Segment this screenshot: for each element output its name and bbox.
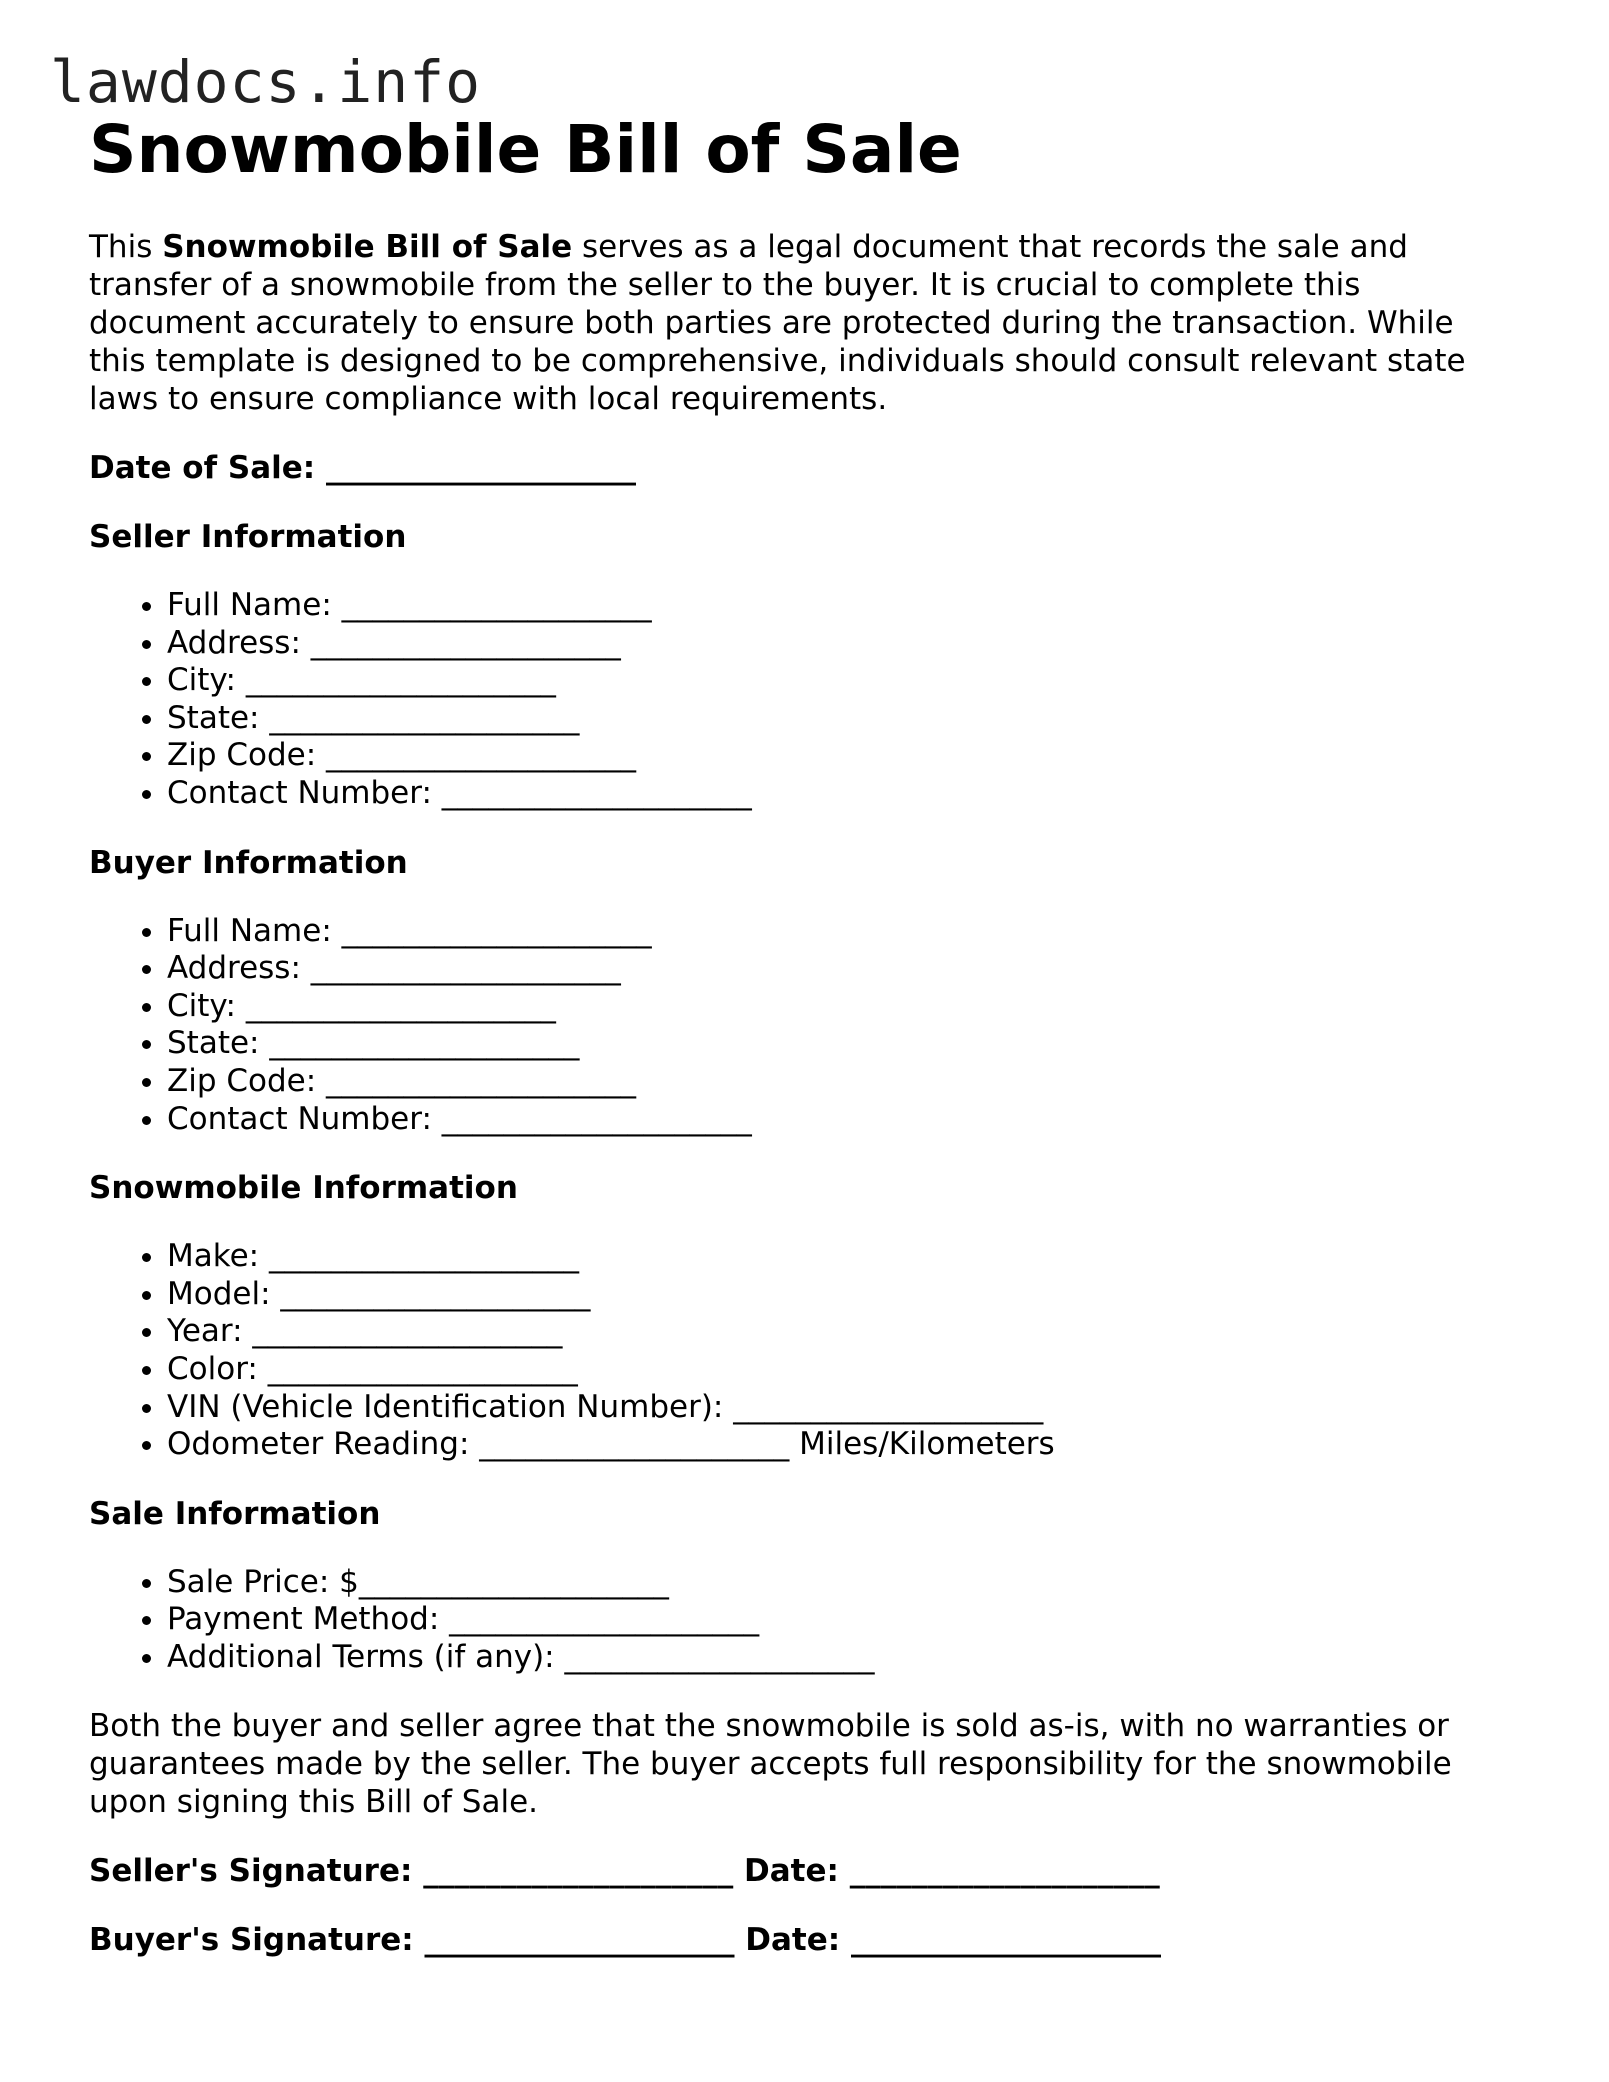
fill-blank[interactable]: ____________________ bbox=[268, 1238, 579, 1275]
list-item bbox=[167, 913, 1509, 951]
field-label: Full Name: bbox=[167, 912, 332, 949]
fill-blank[interactable]: ____________________ bbox=[245, 987, 556, 1024]
field-label: Make: bbox=[167, 1238, 260, 1275]
buyer-date-label: Date: bbox=[745, 1922, 841, 1959]
fill-blank[interactable]: ____________________ bbox=[326, 1062, 637, 1099]
list-item bbox=[167, 1564, 1509, 1602]
list-item bbox=[167, 1426, 1509, 1464]
fill-blank[interactable]: ____________________ bbox=[441, 774, 752, 811]
list-item bbox=[167, 737, 1509, 775]
fill-blank[interactable]: ____________________ bbox=[280, 1275, 591, 1312]
list-item bbox=[167, 700, 1509, 738]
list-item bbox=[167, 1639, 1509, 1677]
field-label: Color: bbox=[167, 1350, 258, 1387]
list-item bbox=[167, 1025, 1509, 1063]
odometer-unit: Miles/Kilometers bbox=[799, 1426, 1055, 1463]
fill-blank[interactable]: ____________________ bbox=[358, 1563, 669, 1600]
intro-prefix: This bbox=[89, 229, 163, 265]
fill-blank[interactable]: ____________________ bbox=[449, 1601, 760, 1638]
list-item bbox=[167, 1101, 1509, 1139]
field-label: Odometer Reading: bbox=[167, 1426, 470, 1463]
list-item bbox=[167, 1389, 1509, 1427]
seller-date-label: Date: bbox=[743, 1853, 839, 1890]
list-item bbox=[167, 950, 1509, 988]
buyer-signature-line bbox=[89, 1921, 1509, 1959]
buyer-signature-blank[interactable]: ____________________ bbox=[424, 1922, 735, 1959]
field-label: Zip Code: bbox=[167, 737, 317, 774]
field-label: City: bbox=[167, 987, 236, 1024]
fill-blank[interactable]: ____________________ bbox=[252, 1313, 563, 1350]
snowmobile-fields-list bbox=[89, 1238, 1509, 1464]
field-label: Contact Number: bbox=[167, 1100, 432, 1137]
fill-blank[interactable]: ____________________ bbox=[245, 662, 556, 699]
fill-blank[interactable]: ____________________ bbox=[341, 912, 652, 949]
intro-suffix: serves as a legal document that records the sale and transfer of a snowmobile from the seller to the buyer. It is crucial to complete this document accurately to ensure both parties are protected during the transaction. While this template is designed to be comprehensive, individuals should consult relevant state laws to ensure compliance with local requirements. bbox=[89, 229, 1466, 417]
date-of-sale-line bbox=[89, 449, 1509, 487]
fill-blank[interactable]: ____________________ bbox=[441, 1100, 752, 1137]
field-label: Full Name: bbox=[167, 587, 332, 623]
list-item bbox=[167, 1063, 1509, 1101]
sale-heading: Sale Information bbox=[89, 1495, 381, 1532]
list-item bbox=[167, 625, 1509, 663]
fill-blank[interactable]: ____________________ bbox=[326, 737, 637, 774]
fill-blank[interactable]: ____________________ bbox=[269, 1025, 580, 1062]
list-item bbox=[167, 1276, 1509, 1314]
fill-blank[interactable]: ____________________ bbox=[341, 587, 652, 623]
list-item bbox=[167, 775, 1509, 813]
page-title: Snowmobile Bill of Sale bbox=[89, 111, 962, 188]
fill-blank[interactable]: ____________________ bbox=[310, 624, 621, 661]
fill-blank[interactable]: ____________________ bbox=[267, 1350, 578, 1387]
fill-blank[interactable]: ____________________ bbox=[479, 1426, 790, 1463]
intro-paragraph bbox=[89, 228, 1509, 418]
snowmobile-heading: Snowmobile Information bbox=[89, 1170, 518, 1207]
field-label: State: bbox=[167, 1025, 260, 1062]
closing-paragraph: Both the buyer and seller agree that the snowmobile is sold as-is, with no warranties or guarantees made by the seller. The buyer accepts full responsibility for the snowmobile upon signing this Bill of Sale. bbox=[89, 1708, 1452, 1821]
list-item bbox=[167, 1601, 1509, 1639]
list-item bbox=[167, 1351, 1509, 1389]
fill-blank[interactable]: ____________________ bbox=[733, 1388, 1044, 1425]
field-label: City: bbox=[167, 662, 236, 699]
intro-bold-title: Snowmobile Bill of Sale bbox=[162, 229, 573, 265]
fill-blank[interactable]: ____________________ bbox=[269, 699, 580, 736]
seller-fields-list bbox=[89, 587, 1509, 813]
seller-signature-line bbox=[89, 1852, 1509, 1890]
fill-blank[interactable]: ____________________ bbox=[310, 950, 621, 987]
buyer-date-blank[interactable]: ____________________ bbox=[850, 1922, 1161, 1959]
seller-signature-label: Seller's Signature: bbox=[89, 1853, 413, 1890]
seller-heading: Seller Information bbox=[89, 519, 407, 555]
list-item bbox=[167, 1313, 1509, 1351]
buyer-fields-list bbox=[89, 913, 1509, 1139]
field-label: Sale Price: $ bbox=[167, 1563, 359, 1600]
seller-date-blank[interactable]: ____________________ bbox=[849, 1853, 1160, 1890]
list-item bbox=[167, 988, 1509, 1026]
date-of-sale-blank[interactable]: ____________________ bbox=[325, 450, 636, 486]
field-label: Year: bbox=[167, 1313, 243, 1350]
field-label: Contact Number: bbox=[167, 774, 432, 811]
field-label: State: bbox=[167, 699, 260, 736]
sale-fields-list bbox=[89, 1564, 1509, 1677]
field-label: VIN (Vehicle Identification Number): bbox=[167, 1388, 724, 1425]
buyer-heading: Buyer Information bbox=[89, 844, 408, 881]
field-label: Address: bbox=[167, 624, 301, 661]
field-label: Model: bbox=[167, 1275, 271, 1312]
field-label: Payment Method: bbox=[167, 1601, 440, 1638]
seller-signature-blank[interactable]: ____________________ bbox=[423, 1853, 734, 1890]
field-label: Address: bbox=[167, 950, 301, 987]
field-label: Additional Terms (if any): bbox=[167, 1638, 555, 1675]
list-item bbox=[167, 662, 1509, 700]
fill-blank[interactable]: ____________________ bbox=[564, 1638, 875, 1675]
document-page bbox=[89, 110, 1509, 1959]
buyer-signature-label: Buyer's Signature: bbox=[89, 1922, 414, 1959]
watermark-lawdocs: lawdocs.info bbox=[50, 48, 482, 116]
field-label: Zip Code: bbox=[167, 1062, 317, 1099]
list-item bbox=[167, 587, 1509, 625]
list-item bbox=[167, 1238, 1509, 1276]
date-of-sale-label: Date of Sale: bbox=[89, 450, 316, 486]
